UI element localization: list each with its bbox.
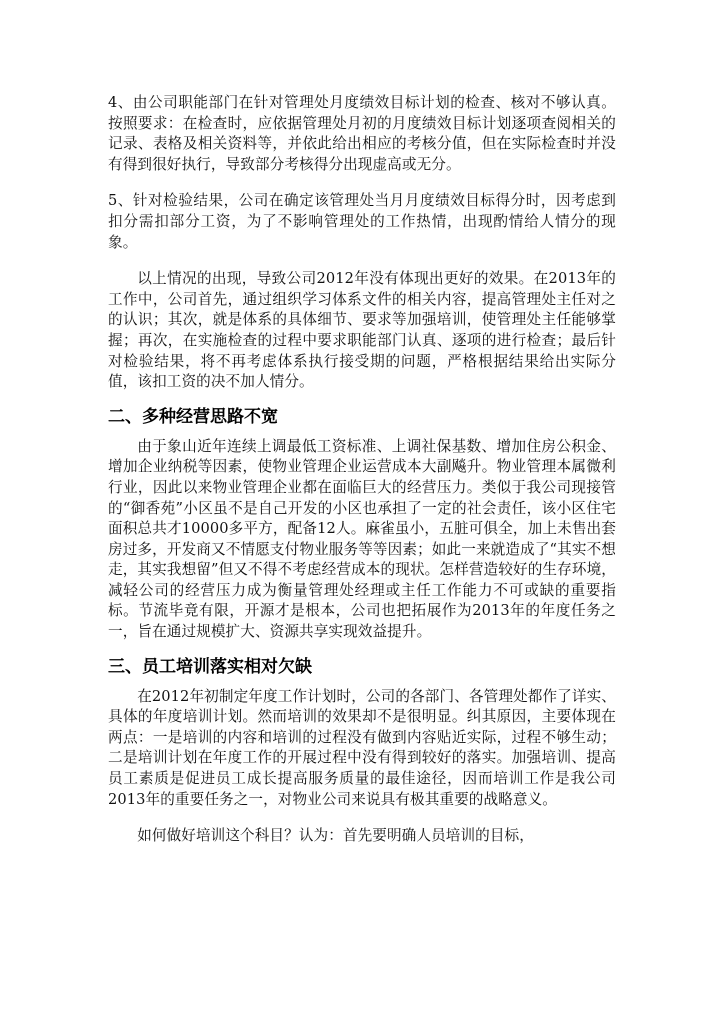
- section-heading-3: 三、员工培训落实相对欠缺: [108, 656, 312, 677]
- paragraph-item-4: 4、由公司职能部门在针对管理处月度绩效目标计划的检查、核对不够认真。按照要求：在检查时，应依据管理处月初的月度绩效目标计划逐项查阅相关的记录、表格及相关资料等，并依此给出相应的考核分值，但在实际检查时并没有得到很好执行，导致部分考核得分出现虚高或无分。: [108, 94, 616, 173]
- section-heading-2: 二、多种经营思路不宽: [108, 406, 278, 427]
- paragraph-final: 如何做好培训这个科目？认为：首先要明确人员培训的目标，: [137, 827, 534, 845]
- paragraph-item-5: 5、针对检验结果，公司在确定该管理处当月月度绩效目标得分时，因考虑到扣分需扣部分工资，为了不影响管理处的工作热情，出现酌情给人情分的现象。: [108, 192, 616, 251]
- document-body: [108, 93, 616, 847]
- paragraph-summary: 以上情况的出现，导致公司2012年没有体现出更好的效果。在2013年的工作中，公司首先，通过组织学习体系文件的相关内容，提高管理处主任对之的认识；其次，就是体系的具体细节、要求等加强培训，使管理处主任能够掌握；再次，在实施检查的过程中要求职能部门认真、逐项的进行检查；最后针对检验结果，将不再考虑体系执行接受期的问题，严格根据结果给出实际分值，该扣工资的决不加人情分。: [108, 270, 616, 391]
- paragraph-section-3: 在2012年初制定年度工作计划时，公司的各部门、各管理处都作了详实、具体的年度培训计划。然而培训的效果却不是很明显。纠其原因，主要体现在两点：一是培训的内容和培训的过程没有做到内容贴近实际，过程不够生动；二是培训计划在年度工作的开展过程中没有得到较好的落实。加强培训、提高员工素质是促进员工成长提高服务质量的最佳途径，因而培训工作是我公司2013年的重要任务之一，对物业公司来说具有极其重要的战略意义。: [108, 687, 616, 808]
- paragraph-section-2: 由于象山近年连续上调最低工资标准、上调社保基数、增加住房公积金、增加企业纳税等因素，使物业管理企业运营成本大副飚升。物业管理本属微利行业，因此以来物业管理企业都在面临巨大的经营压力。类似于我公司现接管的“御香苑”小区虽不是自己开发的小区也承担了一定的社会责任，该小区住宅面积总共才10000多平方，配备12人。麻雀虽小，五脏可俱全，加上未售出套房过多，开发商又不情愿支付物业服务等等因素；如此一来就造成了“其实不想走，其实我想留”但又不得不考虑经营成本的现状。怎样营造较好的生存环境，减轻公司的经营压力成为衡量管理处经理或主任工作能力不可或缺的重要指标。节流毕竟有限，开源才是根本，公司也把拓展作为2013年的年度任务之一，旨在通过规模扩大、资源共享实现效益提升。: [108, 437, 616, 641]
